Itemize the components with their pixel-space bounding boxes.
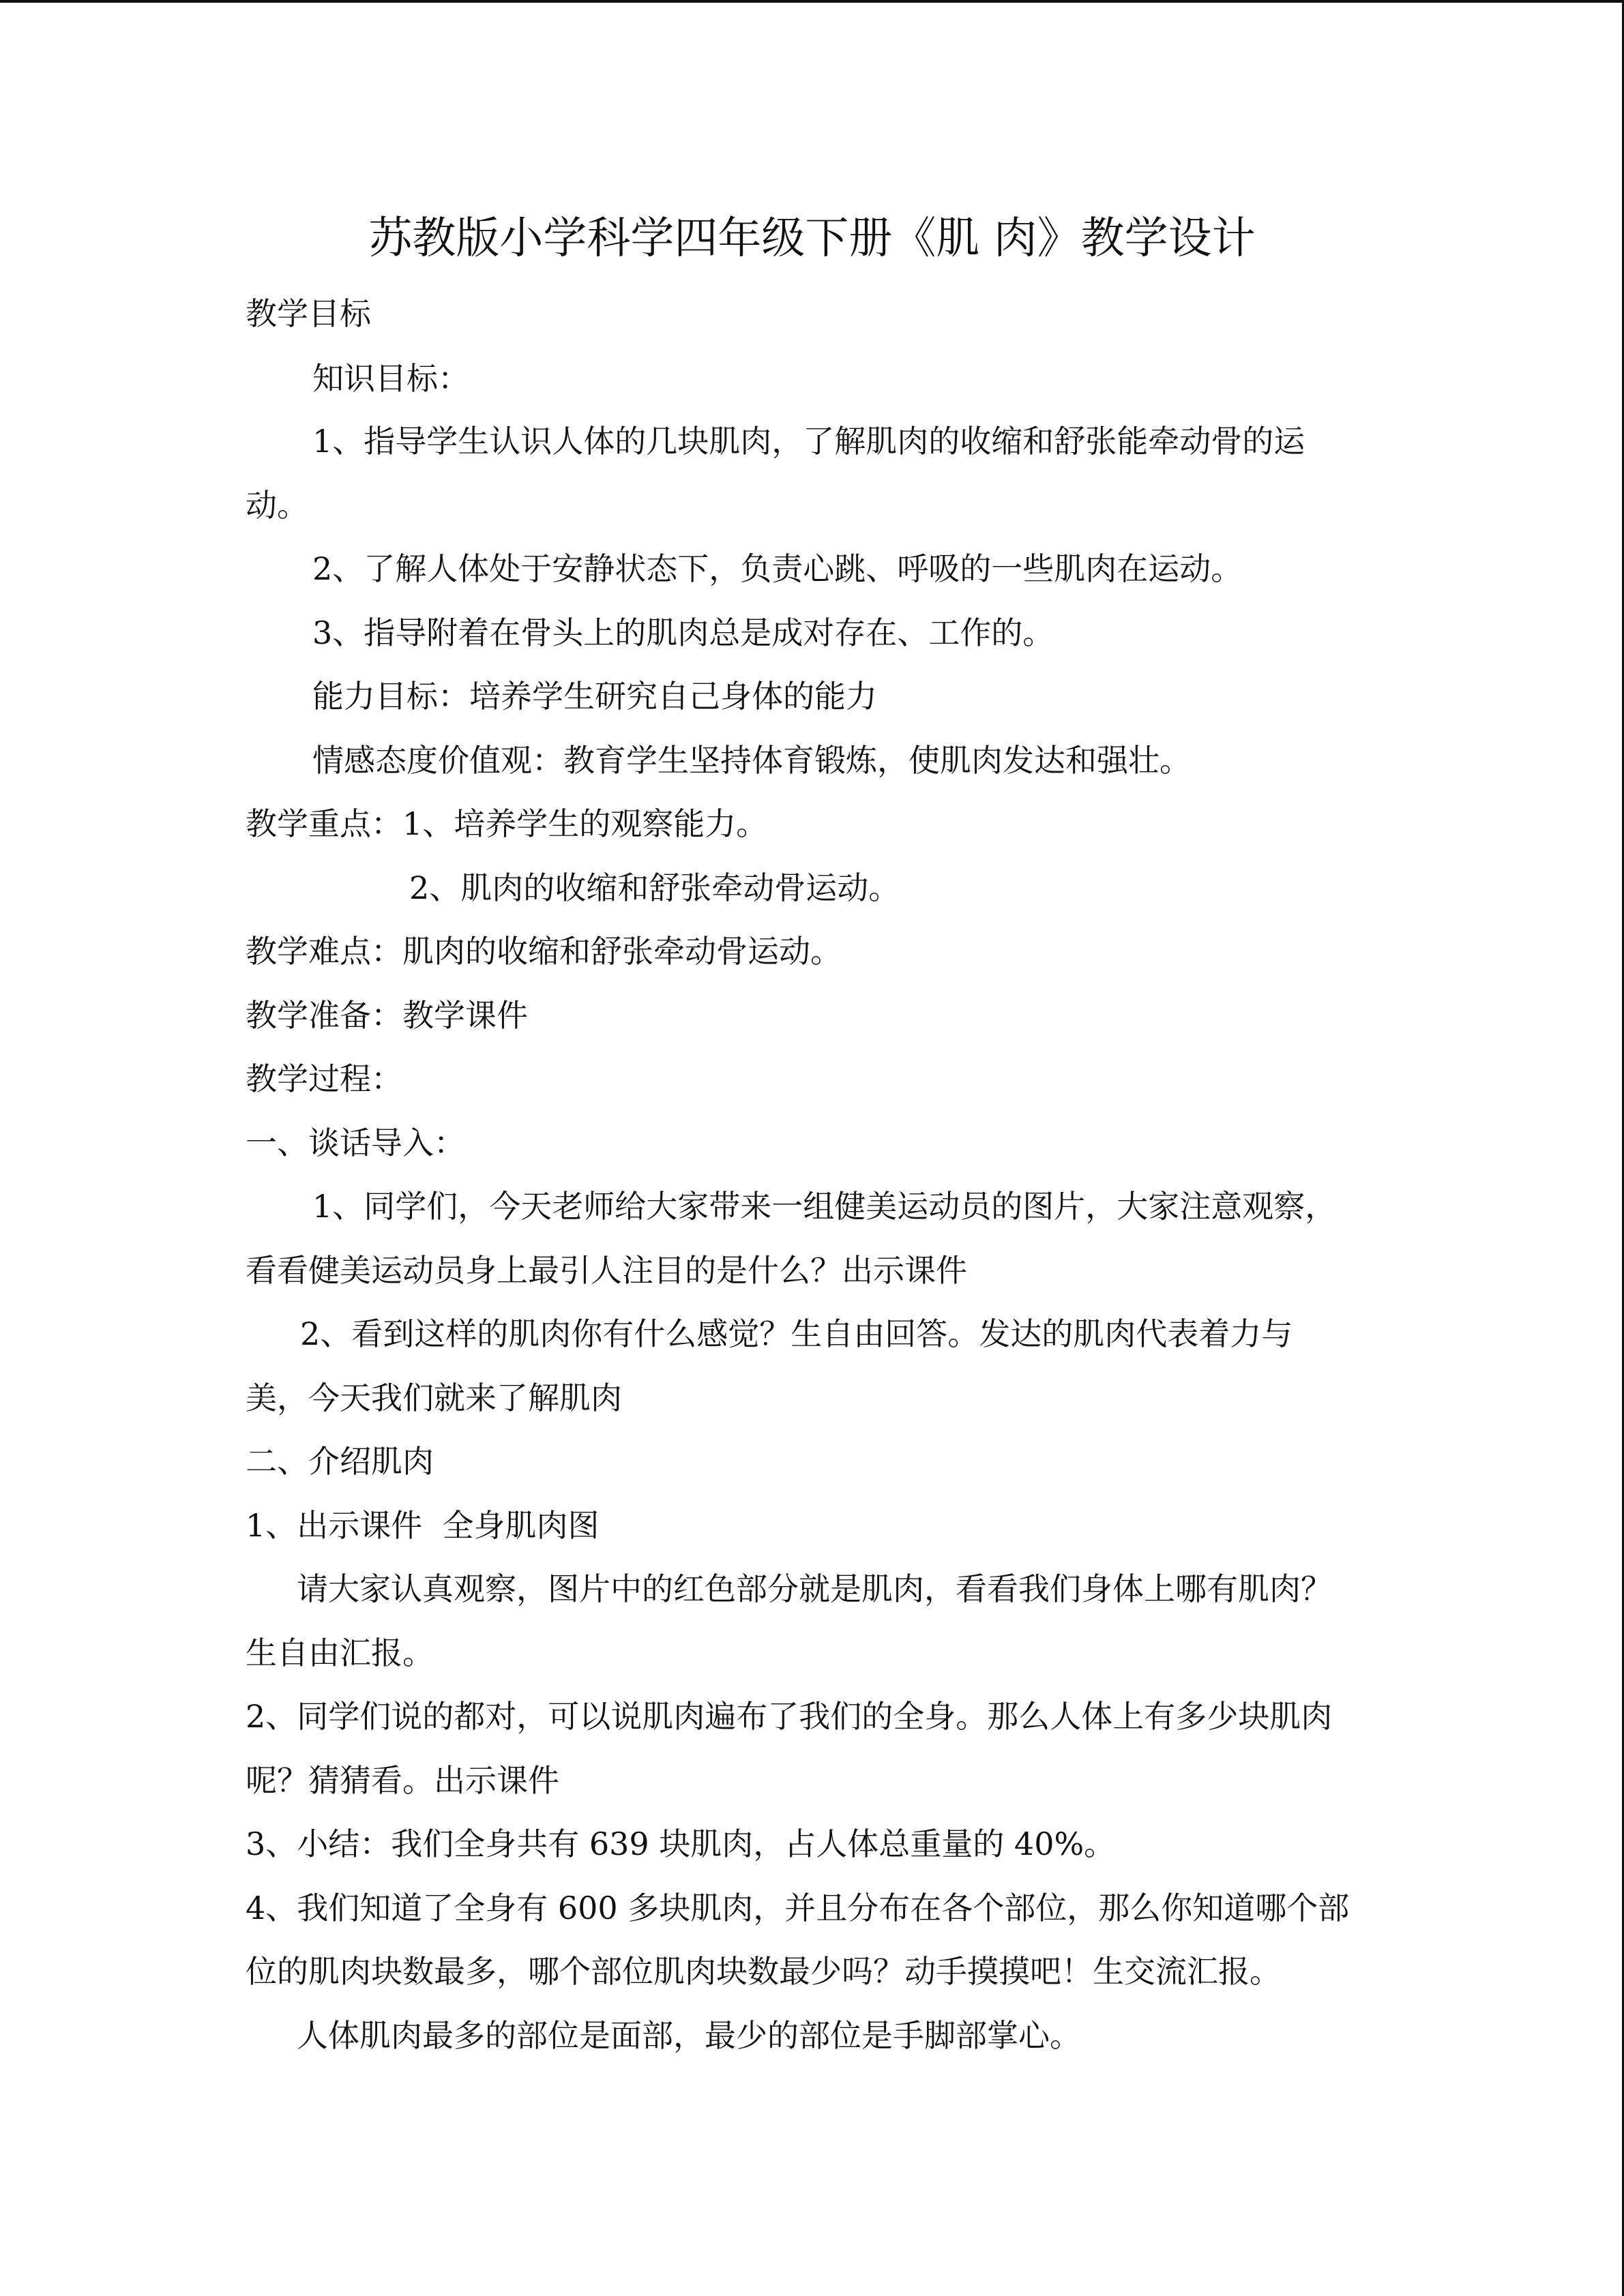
- ability-goal: 能力目标：培养学生研究自己身体的能力: [312, 678, 877, 715]
- muscle-step-4-line-1: 4、我们知道了全身有 600 多块肌肉，并且分布在各个部位，那么你知道哪个部: [246, 1890, 1350, 1926]
- intro-1-line-2: 看看健美运动员身上最引人注目的是什么？出示课件: [246, 1252, 967, 1289]
- muscle-step-2-line-1: 2、同学们说的都对，可以说肌肉遍布了我们的全身。那么人体上有多少块肌肉: [246, 1698, 1333, 1735]
- knowledge-goal-3: 3、指导附着在骨头上的肌肉总是成对存在、工作的。: [312, 614, 1054, 651]
- attitude-goal: 情感态度价值观：教育学生坚持体育锻炼，使肌肉发达和强壮。: [312, 742, 1191, 779]
- muscle-observe-line-2: 生自由汇报。: [246, 1635, 434, 1671]
- teaching-process-heading: 教学过程：: [246, 1060, 402, 1097]
- teaching-focus-2: 2、肌肉的收缩和舒张牵动骨运动。: [409, 869, 900, 906]
- knowledge-goals-label: 知识目标：: [312, 360, 469, 397]
- section-1-heading: 一、谈话导入：: [246, 1124, 465, 1161]
- section-2-heading: 二、介绍肌肉: [246, 1443, 434, 1480]
- document-title: 苏教版小学科学四年级下册《肌 肉》教学设计: [368, 213, 1256, 264]
- teaching-focus-1: 教学重点：1、培养学生的观察能力。: [246, 805, 768, 842]
- muscle-observe-line-1: 请大家认真观察，图片中的红色部分就是肌肉，看看我们身体上哪有肌肉？: [297, 1570, 1332, 1607]
- muscle-step-4-line-2: 位的肌肉块数最多，哪个部位肌肉块数最少吗？动手摸摸吧！生交流汇报。: [246, 1953, 1281, 1990]
- teaching-difficulty: 教学难点：肌肉的收缩和舒张牵动骨运动。: [246, 933, 842, 970]
- top-border-line: [0, 0, 1624, 3]
- intro-2-line-1: 2、看到这样的肌肉你有什么感觉？生自由回答。发达的肌肉代表着力与: [300, 1315, 1293, 1352]
- knowledge-goal-1-line-1: 1、指导学生认识人体的几块肌肉，了解肌肉的收缩和舒张能牵动骨的运: [312, 423, 1305, 460]
- knowledge-goal-1-line-2: 动。: [246, 487, 308, 524]
- teaching-preparation: 教学准备：教学课件: [246, 997, 528, 1034]
- muscle-step-1: 1、出示课件 全身肌肉图: [246, 1507, 600, 1544]
- section-heading-teaching-goals: 教学目标: [246, 295, 371, 332]
- intro-2-line-2: 美，今天我们就来了解肌肉: [246, 1380, 622, 1416]
- muscle-step-3-summary: 3、小结：我们全身共有 639 块肌肉，占人体总重量的 40%。: [246, 1825, 1116, 1862]
- muscle-step-2-line-2: 呢？猜猜看。出示课件: [246, 1762, 559, 1799]
- muscle-conclusion: 人体肌肉最多的部位是面部，最少的部位是手脚部掌心。: [297, 2017, 1081, 2054]
- knowledge-goal-2: 2、了解人体处于安静状态下，负责心跳、呼吸的一些肌肉在运动。: [312, 550, 1243, 587]
- intro-1-line-1: 1、同学们，今天老师给大家带来一组健美运动员的图片，大家注意观察，: [312, 1188, 1337, 1225]
